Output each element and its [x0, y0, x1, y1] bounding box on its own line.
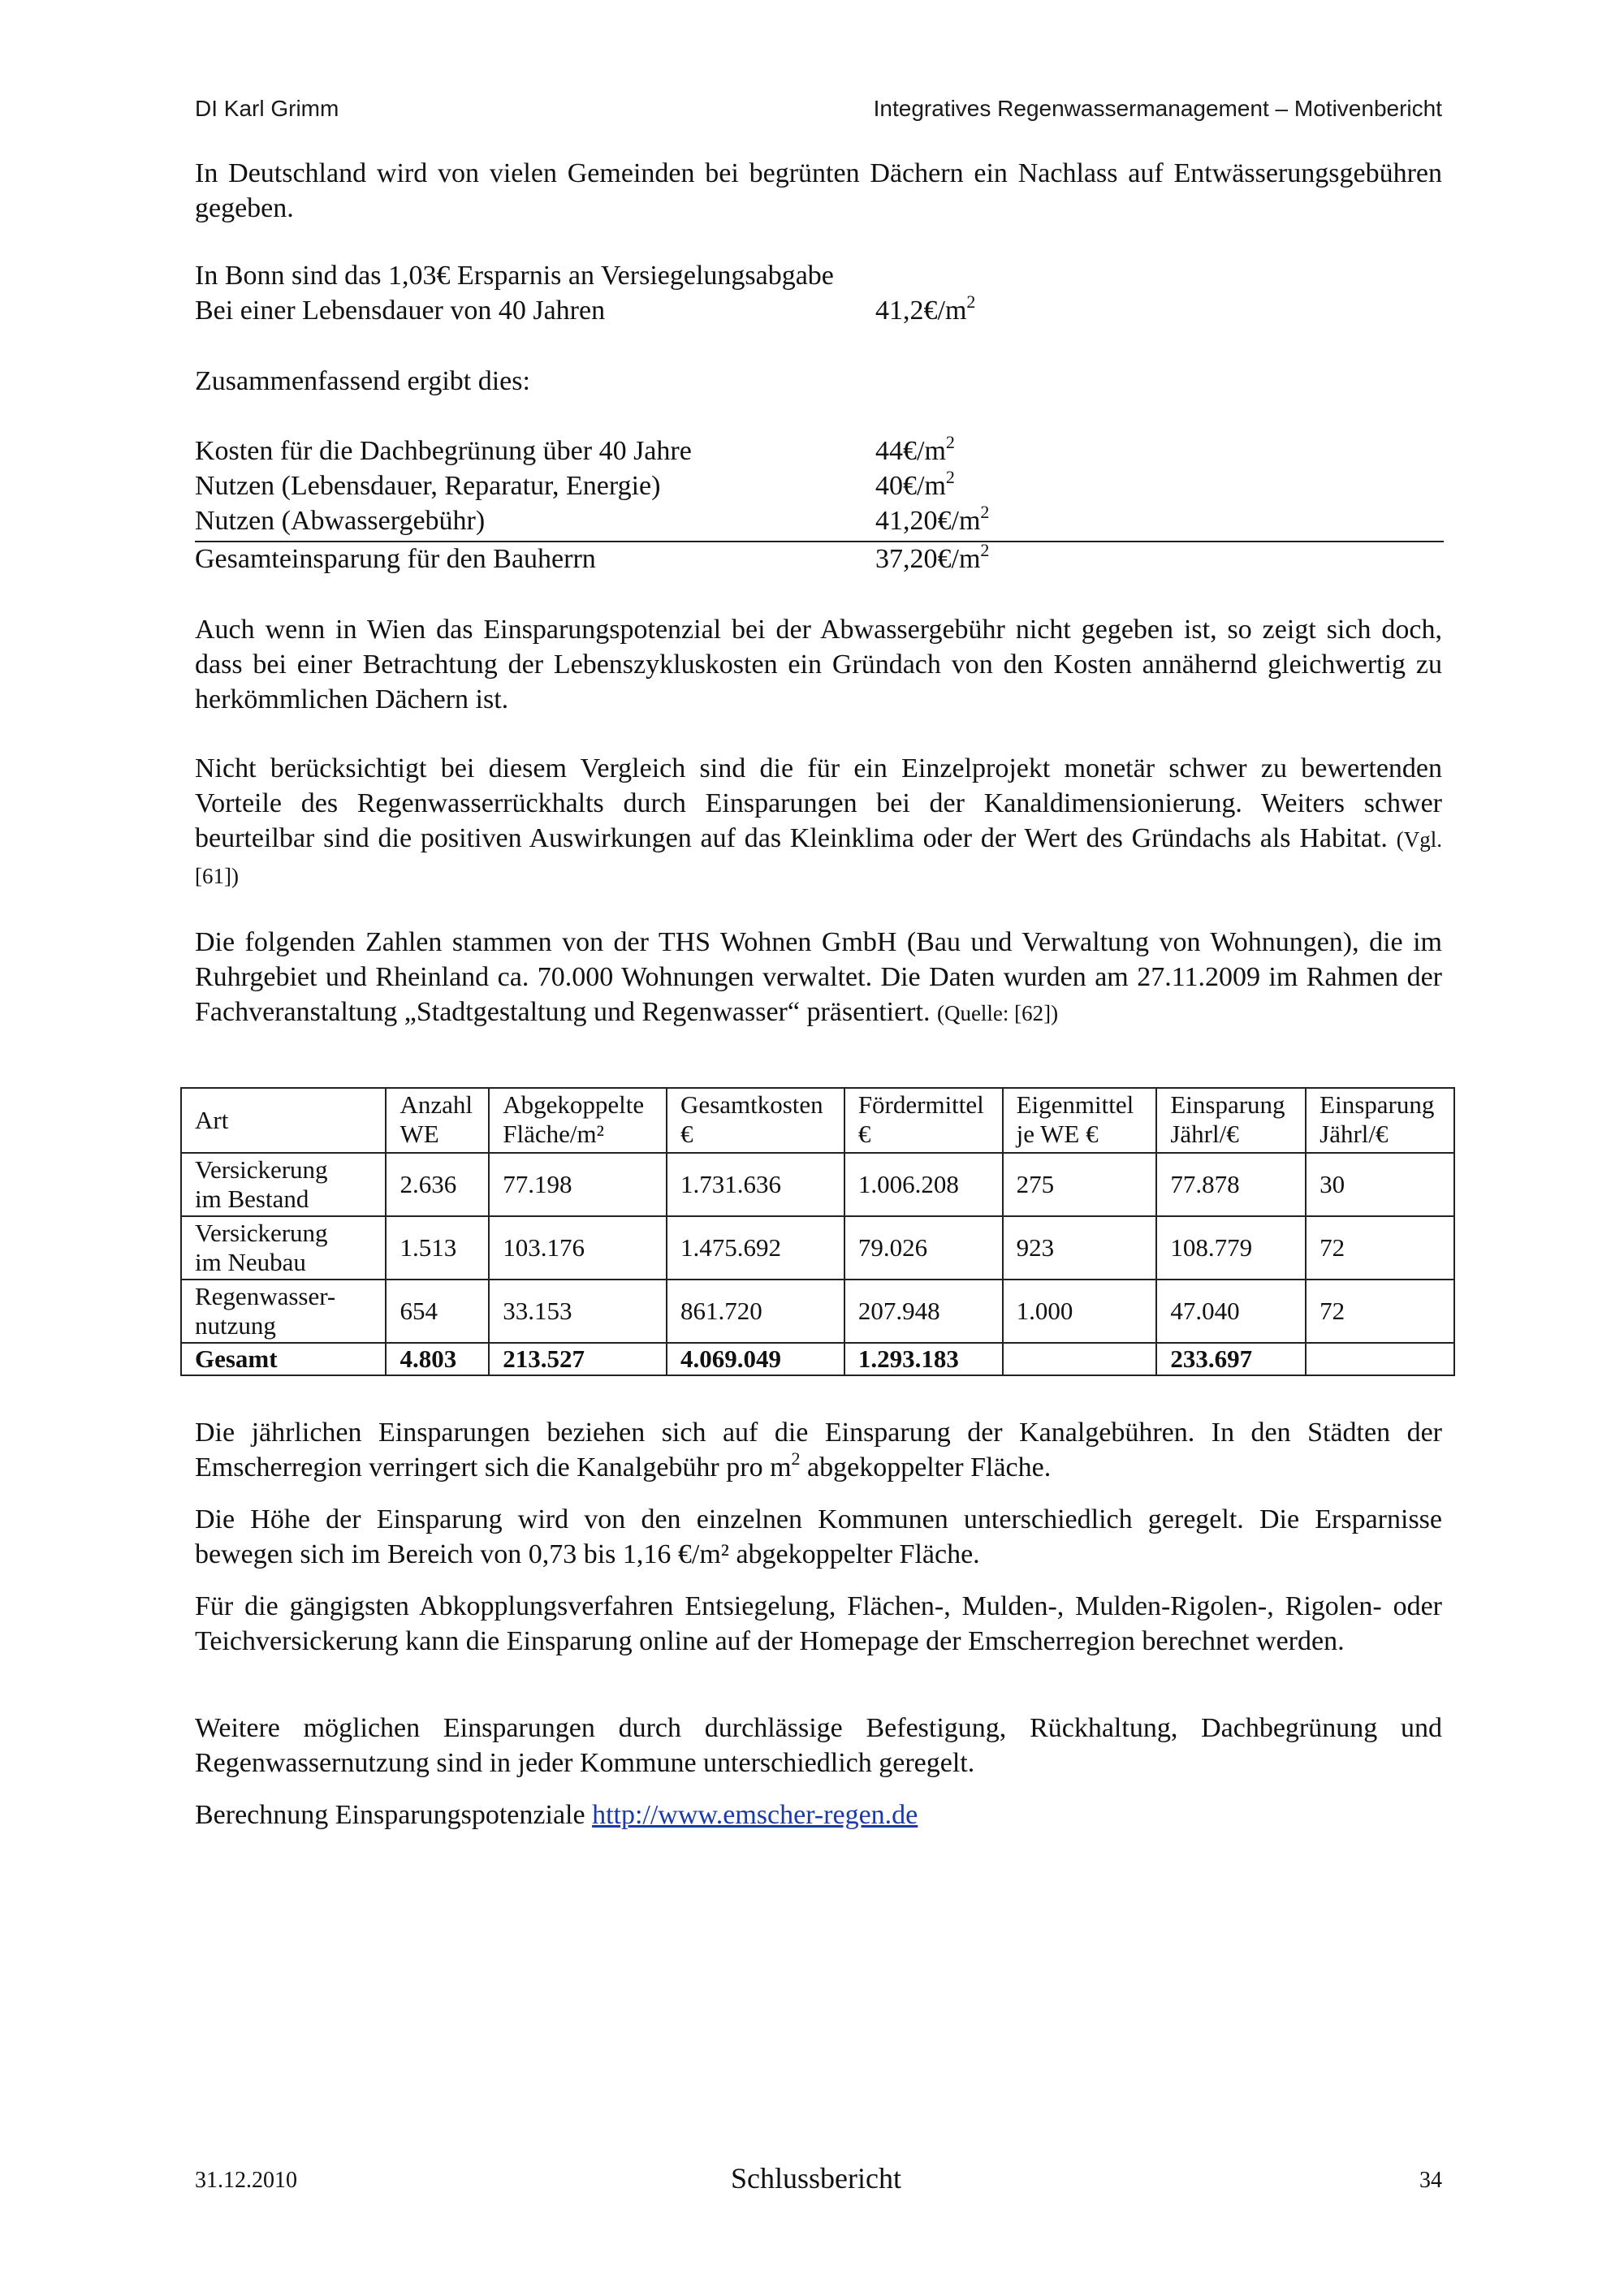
table-cell: 108.779 — [1156, 1216, 1306, 1280]
table-total-cell: Gesamt — [181, 1343, 386, 1375]
table-cell: 1.006.208 — [844, 1153, 1003, 1216]
bonn-line-2-value: $41,2€/m^2$ — [875, 291, 976, 326]
table-cell: 33.153 — [489, 1280, 667, 1343]
footer-page-number: 34 — [1419, 2168, 1442, 2193]
table-total-row — [181, 1343, 1454, 1375]
table-cell: 77.198 — [489, 1153, 667, 1216]
table-header-cell: Einsparung Jährl/€ — [1306, 1088, 1454, 1153]
table-total-cell: 1.293.183 — [844, 1343, 1003, 1375]
summary-value-3: $41,20€/m^2$ — [875, 502, 990, 536]
table-row — [181, 1216, 1454, 1280]
summary-value-1: $44€/m^2$ — [875, 432, 955, 466]
table-cell: 923 — [1003, 1216, 1157, 1280]
table-total-cell — [1003, 1343, 1157, 1375]
bonn-line-2-label: Bei einer Lebensdauer von 40 Jahren — [195, 296, 606, 326]
table-total-cell — [1306, 1343, 1454, 1375]
paragraph-intro: In Deutschland wird von vielen Gemeinden bei begrünten Dächern ein Nachlass auf Entwässerungsgebühren gegeben. — [195, 158, 1442, 223]
reference-62: (Quelle: [62]) — [936, 1001, 1059, 1025]
paragraph-weitere-einsparungen: Weitere möglichen Einsparungen durch durchlässige Befestigung, Rückhaltung, Dachbegrünung und Regenwassernutzung sind in jeder Kommune unterschiedlich geregelt. — [195, 1713, 1442, 1778]
table-header-cell: Einsparung Jährl/€ — [1156, 1088, 1306, 1153]
footer-date: 31.12.2010 — [195, 2168, 297, 2193]
table-total-cell: 4.069.049 — [667, 1343, 844, 1375]
summary-label-4: Gesamteinsparung für den Bauherrn — [195, 544, 596, 574]
table-total-cell: 4.803 — [386, 1343, 489, 1375]
table-cell: 1.513 — [386, 1216, 489, 1280]
summary-value-2: $40€/m^2$ — [875, 467, 955, 501]
table-cell: 275 — [1003, 1153, 1157, 1216]
table-cell-art: Versickerung im Bestand — [181, 1153, 386, 1216]
table-header-cell: Eigenmittel je WE € — [1003, 1088, 1157, 1153]
table-row — [181, 1280, 1454, 1343]
table-cell: 72 — [1306, 1216, 1454, 1280]
summary-heading: Zusammenfassend ergibt dies: — [195, 366, 530, 396]
table-cell: 103.176 — [489, 1216, 667, 1280]
table-cell: 1.000 — [1003, 1280, 1157, 1343]
paragraph-ths: Die folgenden Zahlen stammen von der THS Wohnen GmbH (Bau und Verwaltung von Wohnungen), die im Ruhrgebiet und Rheinland ca. 70.000 Wohnungen verwaltet. Die Daten wurden am 27.11.2009 im Rahmen der Fachveranstaltung „Stadtgestaltung und Regenwasser“ präsentiert. (Quelle: [62]) — [195, 927, 1442, 1027]
paragraph-hoehe-einsparung: Die Höhe der Einsparung wird von den einzelnen Kommunen unterschiedlich geregelt. Die Ersparnisse bewegen sich im Bereich von 0,73 bis 1,16 €/m² abgekoppelter Fläche. — [195, 1504, 1442, 1569]
data-table — [180, 1087, 1455, 1376]
table-header-cell: Art — [181, 1088, 386, 1153]
table-total-cell: 233.697 — [1156, 1343, 1306, 1375]
table-cell: 30 — [1306, 1153, 1454, 1216]
reference-61: (Vgl. [61]) — [195, 827, 1442, 888]
summary-value-4: $37,20€/m^2$ — [875, 540, 990, 574]
table-header-cell: Gesamtkosten € — [667, 1088, 844, 1153]
header-author: DI Karl Grimm — [195, 96, 339, 121]
table-cell: 47.040 — [1156, 1280, 1306, 1343]
table-header-cell: Anzahl WE — [386, 1088, 489, 1153]
table-total-cell: 213.527 — [489, 1343, 667, 1375]
table-cell-art: Regenwasser- nutzung — [181, 1280, 386, 1343]
table-header-cell: Abgekoppelte Fläche/m² — [489, 1088, 667, 1153]
summary-label-3: Nutzen (Abwassergebühr) — [195, 506, 486, 536]
table-cell: 1.475.692 — [667, 1216, 844, 1280]
table-cell: 72 — [1306, 1280, 1454, 1343]
table-cell: 861.720 — [667, 1280, 844, 1343]
paragraph-nicht-beruecksichtigt: Nicht berücksichtigt bei diesem Vergleich sind die für ein Einzelprojekt monetär schwer zu bewertenden Vorteile des Regenwasserrückhalts durch Einsparungen bei der Kanaldimensionierung. Weiters schwer beurteilbar sind die positiven Auswirkungen auf das Kleinklima oder der Wert des Gründachs als Habitat. (Vgl. [61]) — [195, 753, 1442, 888]
paragraph-abkopplungsverfahren: Für die gängigsten Abkopplungsverfahren Entsiegelung, Flächen-, Mulden-, Mulden-Rigolen-, Rigolen- oder Teichversickerung kann die Einsparung online auf der Homepage der Emscherregion berechnet werden. — [195, 1591, 1442, 1656]
emscher-regen-link[interactable]: http://www.emscher-regen.de — [592, 1800, 918, 1830]
table-cell-art: Versickerung im Neubau — [181, 1216, 386, 1280]
table-header-row — [181, 1088, 1454, 1153]
paragraph-jaehrliche-einsparungen: Die jährlichen Einsparungen beziehen sich auf die Einsparung der Kanalgebühren. In den Städten der Emscherregion verringert sich die Kanalgebühr pro $m^2$ abgekoppelter Fläche. — [195, 1418, 1442, 1482]
header-title: Integratives Regenwassermanagement – Motivenbericht — [873, 96, 1442, 121]
table-cell: 2.636 — [386, 1153, 489, 1216]
table-cell: 79.026 — [844, 1216, 1003, 1280]
table-cell: 1.731.636 — [667, 1153, 844, 1216]
bonn-line-1: In Bonn sind das 1,03€ Ersparnis an Versiegelungsabgabe — [195, 261, 834, 291]
table-cell: 77.878 — [1156, 1153, 1306, 1216]
berechnung-label: Berechnung Einsparungspotenziale — [195, 1800, 593, 1830]
table-cell: 654 — [386, 1280, 489, 1343]
table-cell: 207.948 — [844, 1280, 1003, 1343]
summary-label-1: Kosten für die Dachbegrünung über 40 Jahre — [195, 436, 692, 466]
berechnung-line — [195, 1798, 918, 1832]
footer-title: Schlussbericht — [731, 2162, 901, 2195]
summary-label-2: Nutzen (Lebensdauer, Reparatur, Energie) — [195, 471, 661, 501]
table-header-cell: Fördermittel € — [844, 1088, 1003, 1153]
table-row — [181, 1153, 1454, 1216]
paragraph-wien: Auch wenn in Wien das Einsparungspotenzial bei der Abwassergebühr nicht gegeben ist, so zeigt sich doch, dass bei einer Betrachtung der Lebenszykluskosten ein Gründach von den Kosten annähernd gleichwertig zu herkömmlichen Dächern ist. — [195, 615, 1442, 714]
